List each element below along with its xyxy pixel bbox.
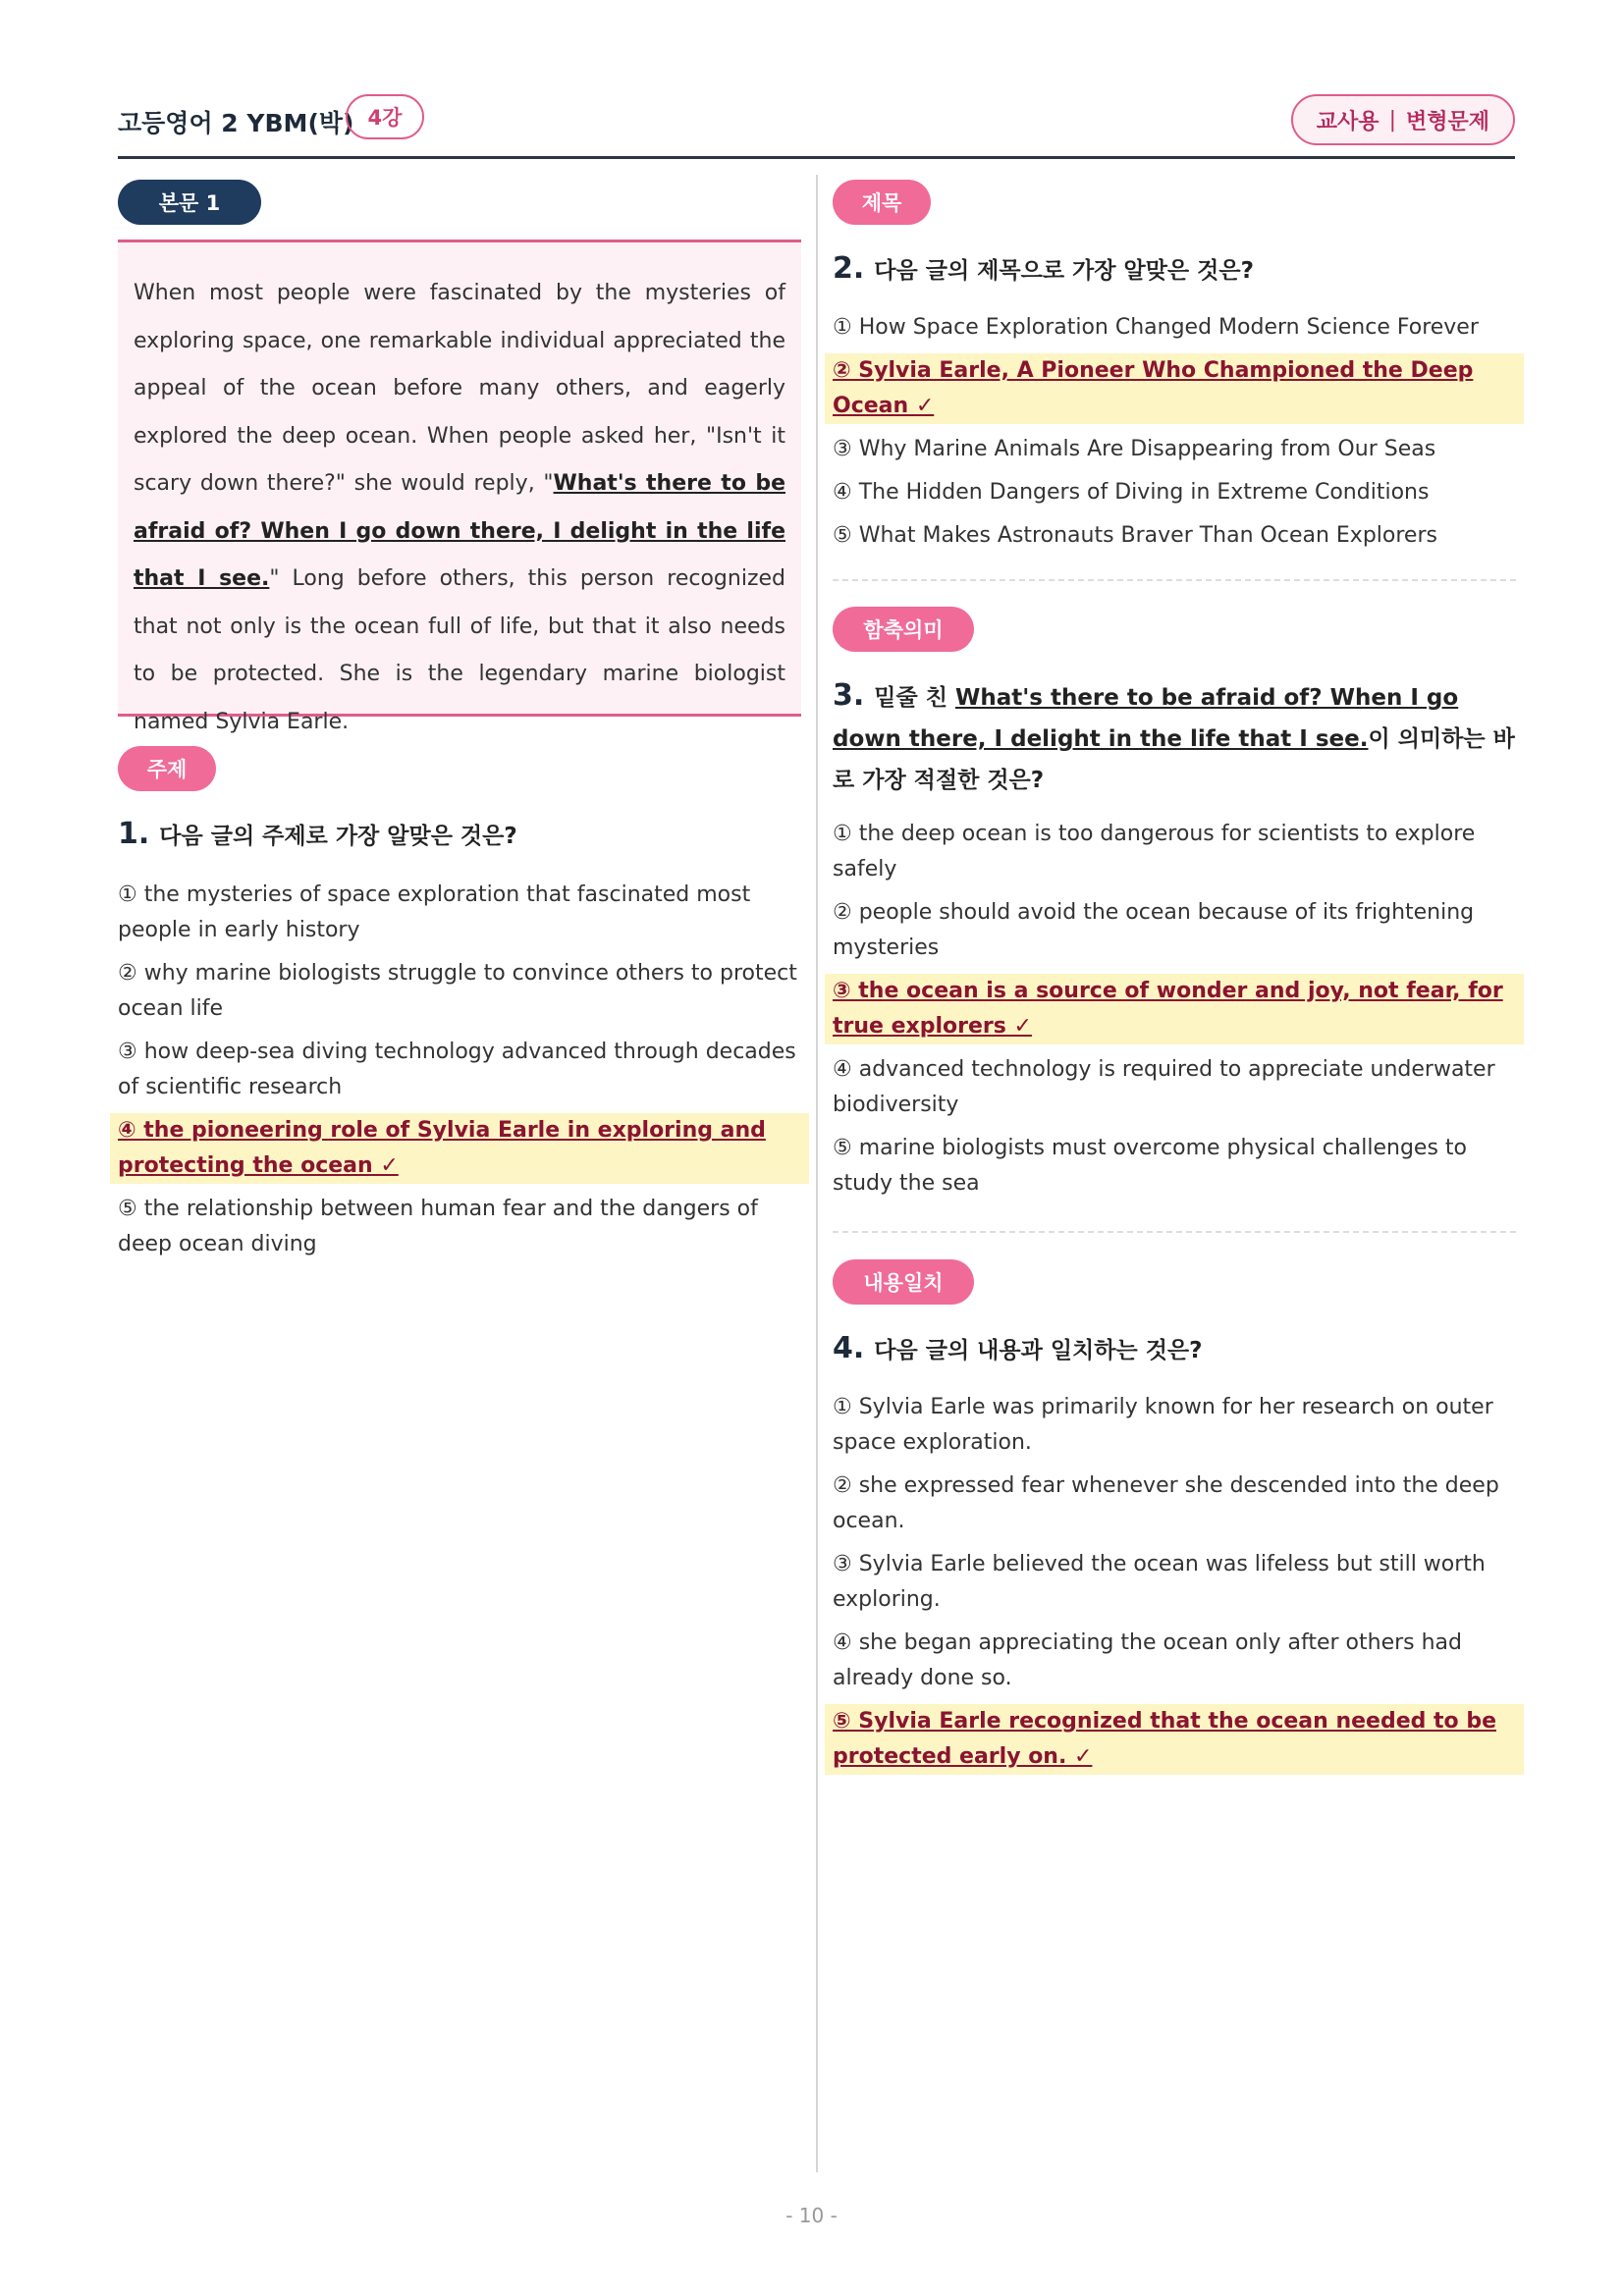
q4-title (833, 1331, 1203, 1365)
section-divider-1 (833, 579, 1516, 581)
q4-option-2[interactable]: ② she expressed fear whenever she descended into the deep ocean. (833, 1473, 1499, 1533)
q4-option-3[interactable]: ③ Sylvia Earle believed the ocean was lifeless but still worth exploring. (833, 1552, 1486, 1612)
q2-option-2-answer[interactable]: ② Sylvia Earle, A Pioneer Who Championed the Deep Ocean ✓ (825, 353, 1524, 424)
q3-option-2[interactable]: ② people should avoid the ocean because of its frightening mysteries (833, 900, 1475, 960)
q1-tag: 주제 (118, 746, 216, 791)
edition-badge (1291, 94, 1515, 145)
q3-prompt-pre: 밑줄 친 (874, 685, 955, 711)
q4-options (833, 1390, 1516, 1783)
q4-prompt: 다음 글의 내용과 일치하는 것은? (874, 1338, 1203, 1363)
q4-tag: 내용일치 (833, 1259, 974, 1305)
passage-text-before: When most people were fascinated by the mysteries of exploring space, one remarkable individual appreciated the appeal of the ocean before many others, and eagerly explored the deep ocean. When people asked her, "Isn't it scary down there?" she would reply, " (134, 281, 785, 496)
q2-options (833, 310, 1516, 561)
q3-option-3-answer[interactable]: ③ the ocean is a source of wonder and joy, not fear, for true explorers ✓ (825, 974, 1524, 1044)
edition-separator: | (1388, 107, 1396, 133)
q1-options (118, 878, 801, 1270)
q1-option-1[interactable]: ① the mysteries of space exploration that fascinated most people in early history (118, 882, 751, 942)
q3-prompt-underlined: What's there to be afraid of? When I go down there, I delight in the life that I see. (833, 685, 1459, 752)
q1-title (118, 817, 517, 851)
q2-option-4[interactable]: ④ The Hidden Dangers of Diving in Extreme Conditions (833, 480, 1430, 505)
q3-options (833, 817, 1516, 1209)
q2-option-3[interactable]: ③ Why Marine Animals Are Disappearing from Our Seas (833, 437, 1436, 461)
page-number: - 10 - (785, 2204, 838, 2227)
q2-option-5[interactable]: ⑤ What Makes Astronauts Braver Than Ocean Explorers (833, 523, 1437, 548)
book-title: 고등영어 2 YBM(박) (118, 109, 354, 137)
edition-type-label: 변형문제 (1405, 109, 1489, 134)
column-divider (816, 175, 818, 2172)
header-divider (118, 156, 1515, 159)
lesson-badge: 4강 (346, 94, 424, 139)
passage-text (134, 270, 785, 746)
q1-prompt: 다음 글의 주제로 가장 알맞은 것은? (159, 824, 517, 849)
q3-prompt-post: 이 의미하는 바로 가장 적절한 것은? (833, 726, 1515, 793)
q3-tag: 함축의미 (833, 607, 974, 652)
q4-number: 4. (833, 1331, 865, 1365)
passage-underlined-sentence: What's there to be afraid of? When I go down there, I delight in the life that I see. (134, 471, 785, 591)
q4-option-4[interactable]: ④ she began appreciating the ocean only after others had already done so. (833, 1630, 1462, 1690)
q3-option-4[interactable]: ④ advanced technology is required to appreciate underwater biodiversity (833, 1057, 1495, 1117)
q1-option-4-answer[interactable]: ④ the pioneering role of Sylvia Earle in exploring and protecting the ocean ✓ (110, 1113, 809, 1184)
passage-label: 본문 1 (118, 180, 261, 225)
q2-number: 2. (833, 251, 865, 286)
q3-option-1[interactable]: ① the deep ocean is too dangerous for scientists to explore safely (833, 822, 1476, 881)
q3-number: 3. (833, 678, 865, 713)
passage-text-after: " Long before others, this person recognized that not only is the ocean full of life, but that it also needs to be protected. She is the legendary marine biologist named Sylvia Earle. (134, 566, 785, 734)
q2-prompt: 다음 글의 제목으로 가장 알맞은 것은? (874, 258, 1254, 284)
q2-tag: 제목 (833, 180, 931, 225)
edition-teacher-label: 교사용 (1316, 109, 1380, 134)
q2-option-1[interactable]: ① How Space Exploration Changed Modern Science Forever (833, 315, 1479, 340)
section-divider-2 (833, 1231, 1516, 1233)
q1-option-3[interactable]: ③ how deep-sea diving technology advanced through decades of scientific research (118, 1040, 796, 1099)
q3-option-5[interactable]: ⑤ marine biologists must overcome physical challenges to study the sea (833, 1136, 1467, 1196)
q1-number: 1. (118, 817, 150, 851)
q1-option-5[interactable]: ⑤ the relationship between human fear and the dangers of deep ocean diving (118, 1197, 758, 1256)
q4-option-5-answer[interactable]: ⑤ Sylvia Earle recognized that the ocean needed to be protected early on. ✓ (825, 1704, 1524, 1775)
passage-box (118, 240, 801, 734)
q4-option-1[interactable]: ① Sylvia Earle was primarily known for her research on outer space exploration. (833, 1395, 1493, 1455)
q1-option-2[interactable]: ② why marine biologists struggle to convince others to protect ocean life (118, 961, 797, 1021)
q3-title (833, 675, 1516, 801)
page-header (118, 94, 1515, 159)
q2-title (833, 251, 1254, 286)
